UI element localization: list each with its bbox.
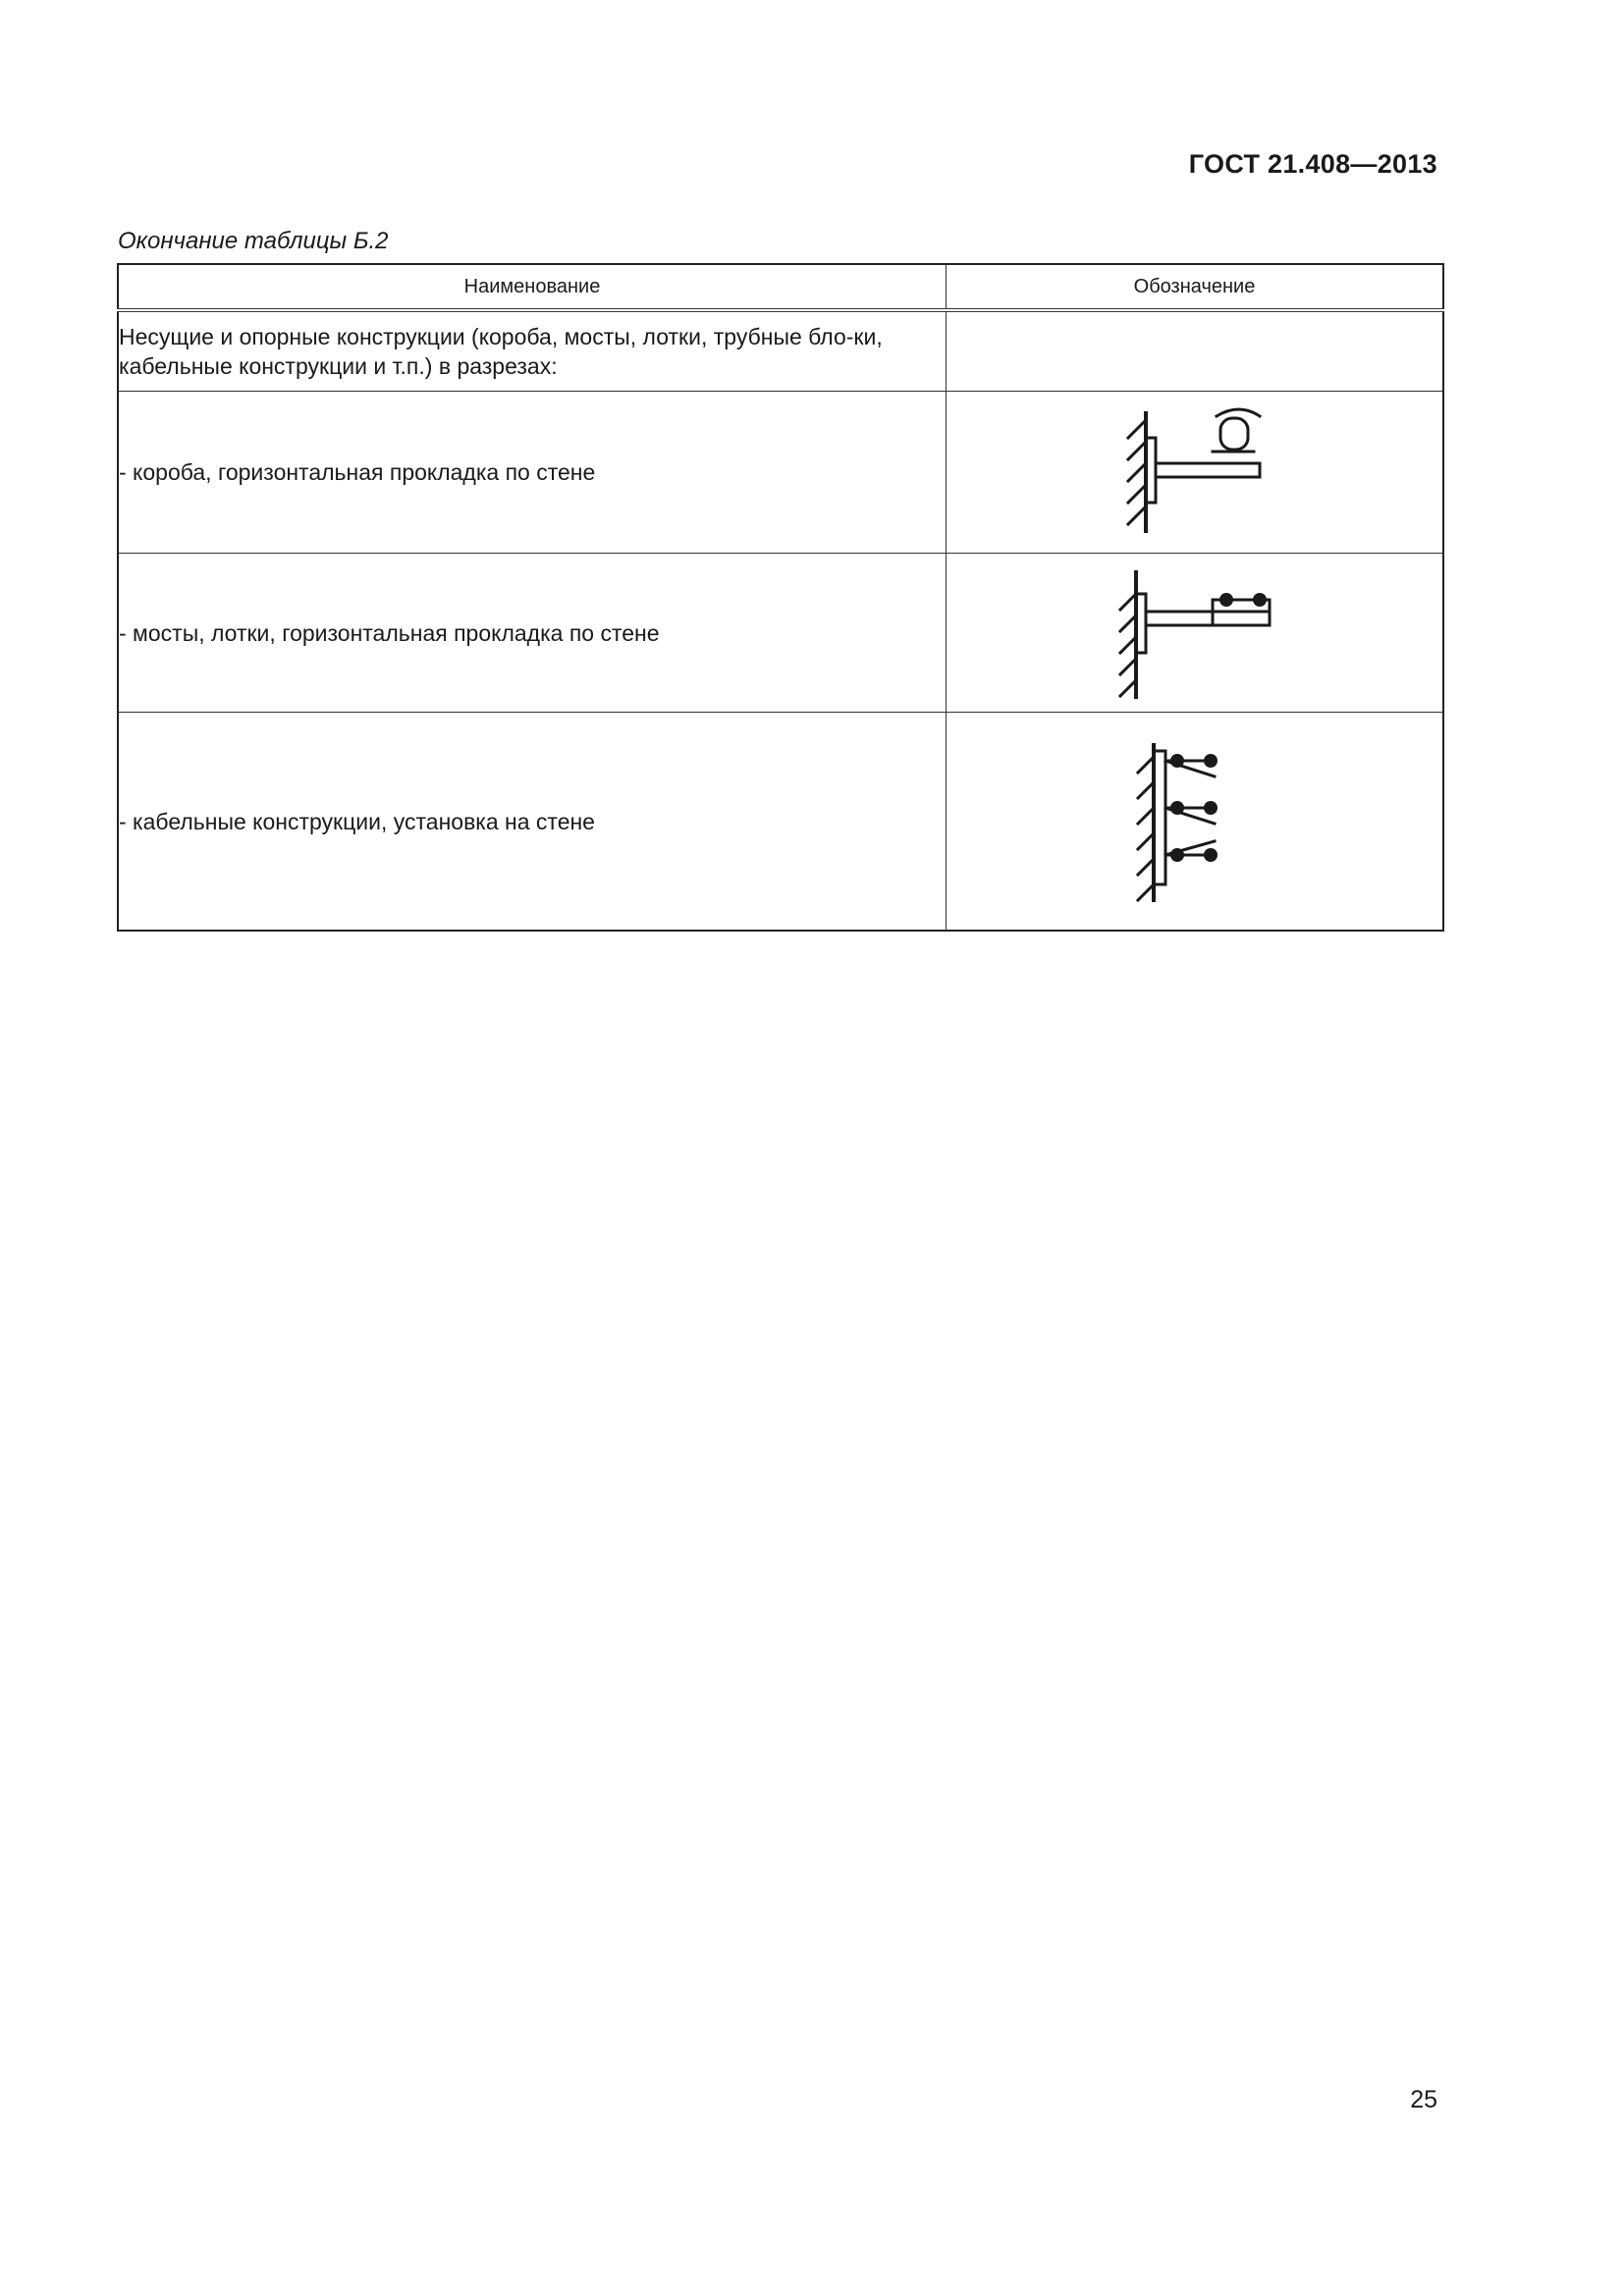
table-header-row bbox=[118, 264, 1443, 310]
wall-tray-icon bbox=[1097, 564, 1293, 702]
row-symbol bbox=[947, 554, 1444, 713]
column-header-symbol: Обозначение bbox=[947, 264, 1444, 310]
row-name: - кабельные конструкции, установка на стене bbox=[118, 713, 947, 932]
row-name: - мосты, лотки, горизонтальная прокладка по стене bbox=[118, 554, 947, 713]
table-row bbox=[118, 392, 1443, 554]
designation-table bbox=[117, 263, 1444, 932]
table-row bbox=[118, 713, 1443, 932]
row-symbol bbox=[947, 713, 1444, 932]
document-code: ГОСТ 21.408—2013 bbox=[1188, 149, 1437, 179]
row-name: Несущие и опорные конструкции (короба, мосты, лотки, трубные бло-ки, кабельные конструкции и т.п.) в разрезах: bbox=[118, 310, 947, 392]
table-row bbox=[118, 554, 1443, 713]
column-header-name: Наименование bbox=[118, 264, 947, 310]
row-symbol-empty bbox=[947, 310, 1444, 392]
page-number: 25 bbox=[1410, 2086, 1437, 2113]
table-caption: Окончание таблицы Б.2 bbox=[118, 228, 389, 254]
row-name: - короба, горизонтальная прокладка по стене bbox=[118, 392, 947, 554]
wall-cable-rack-icon bbox=[1097, 733, 1293, 910]
table-row bbox=[118, 310, 1443, 392]
wall-box-icon bbox=[1097, 399, 1293, 546]
row-symbol bbox=[947, 392, 1444, 554]
